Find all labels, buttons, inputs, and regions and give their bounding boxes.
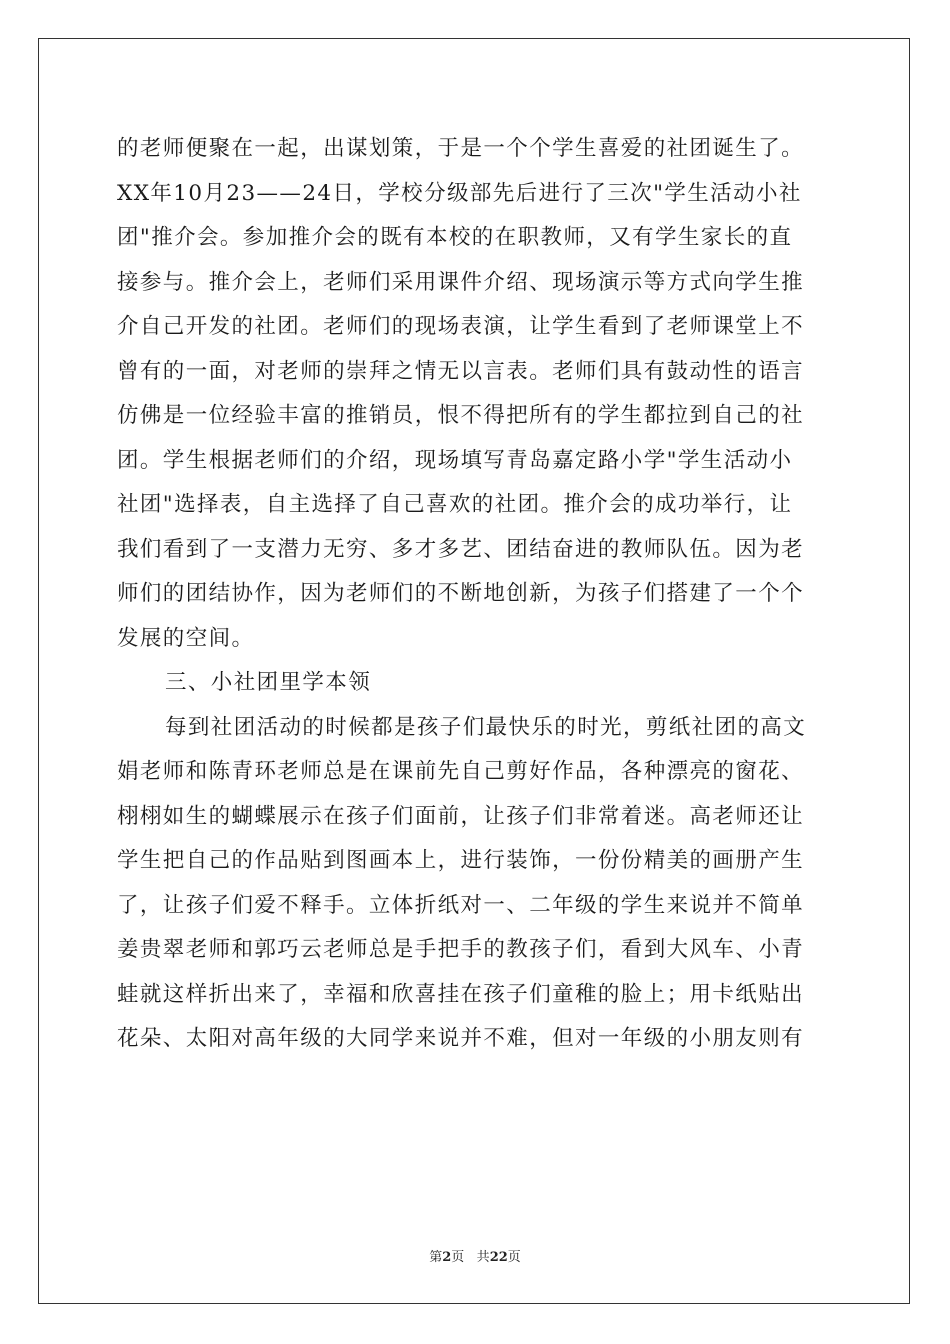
text-line: 师们的团结协作，因为老师们的不断地创新，为孩子们搭建了一个个	[117, 581, 805, 606]
text-line: 蛙就这样折出来了，幸福和欣喜挂在孩子们童稚的脸上；用卡纸贴出	[117, 981, 805, 1007]
text-line: 的老师便聚在一起，出谋划策，于是一个个学生喜爱的社团诞生了。	[117, 136, 805, 161]
text-line: 了，让孩子们爱不释手。立体折纸对一、二年级的学生来说并不简单	[117, 892, 805, 918]
footer-prefix: 第	[429, 1250, 443, 1265]
text-line: 发展的空间。	[117, 625, 255, 651]
document-body	[117, 127, 837, 1062]
text-line: 曾有的一面，对老师的崇拜之情无以言表。老师们具有鼓动性的语言	[117, 358, 805, 384]
text-line: 团。学生根据老师们的介绍，现场填写青岛嘉定路小学"学生活动小	[117, 447, 793, 473]
text-line: 团"推介会。参加推介会的既有本校的在职教师，又有学生家长的直	[117, 225, 793, 250]
text-line: 姜贵翠老师和郭巧云老师总是手把手的教孩子们，看到大风车、小青	[117, 937, 805, 962]
page-footer	[0, 1246, 950, 1265]
footer-total-pages: 22	[489, 1250, 508, 1265]
footer-total-suffix: 页	[507, 1250, 521, 1265]
text-line: 娟老师和陈青环老师总是在课前先自己剪好作品，各种漂亮的窗花、	[117, 759, 805, 784]
text-line: 栩栩如生的蝴蝶展示在孩子们面前，让孩子们非常着迷。高老师还让	[117, 803, 805, 829]
text-line: 我们看到了一支潜力无穷、多才多艺、团结奋进的教师队伍。因为老	[117, 536, 805, 562]
text-line: 三、小社团里学本领	[165, 670, 372, 695]
text-line: XX年10月23——24日，学校分级部先后进行了三次"学生活动小社	[117, 180, 802, 206]
text-line: 接参与。推介会上，老师们采用课件介绍、现场演示等方式向学生推	[117, 269, 805, 295]
text-line: 仿佛是一位经验丰富的推销员，恨不得把所有的学生都拉到自己的社	[117, 403, 805, 428]
text-line: 介自己开发的社团。老师们的现场表演，让学生看到了老师课堂上不	[117, 314, 805, 339]
footer-page-suffix: 页	[451, 1250, 465, 1265]
footer-page-number: 2	[442, 1250, 452, 1265]
text-line: 学生把自己的作品贴到图画本上，进行装饰，一份份精美的画册产生	[117, 848, 805, 873]
text-line: 社团"选择表，自主选择了自己喜欢的社团。推介会的成功举行，让	[117, 492, 793, 517]
footer-total-prefix: 共	[476, 1250, 490, 1265]
text-line: 花朵、太阳对高年级的大同学来说并不难，但对一年级的小朋友则有	[117, 1026, 805, 1051]
text-line: 每到社团活动的时候都是孩子们最快乐的时光，剪纸社团的高文	[165, 714, 807, 740]
